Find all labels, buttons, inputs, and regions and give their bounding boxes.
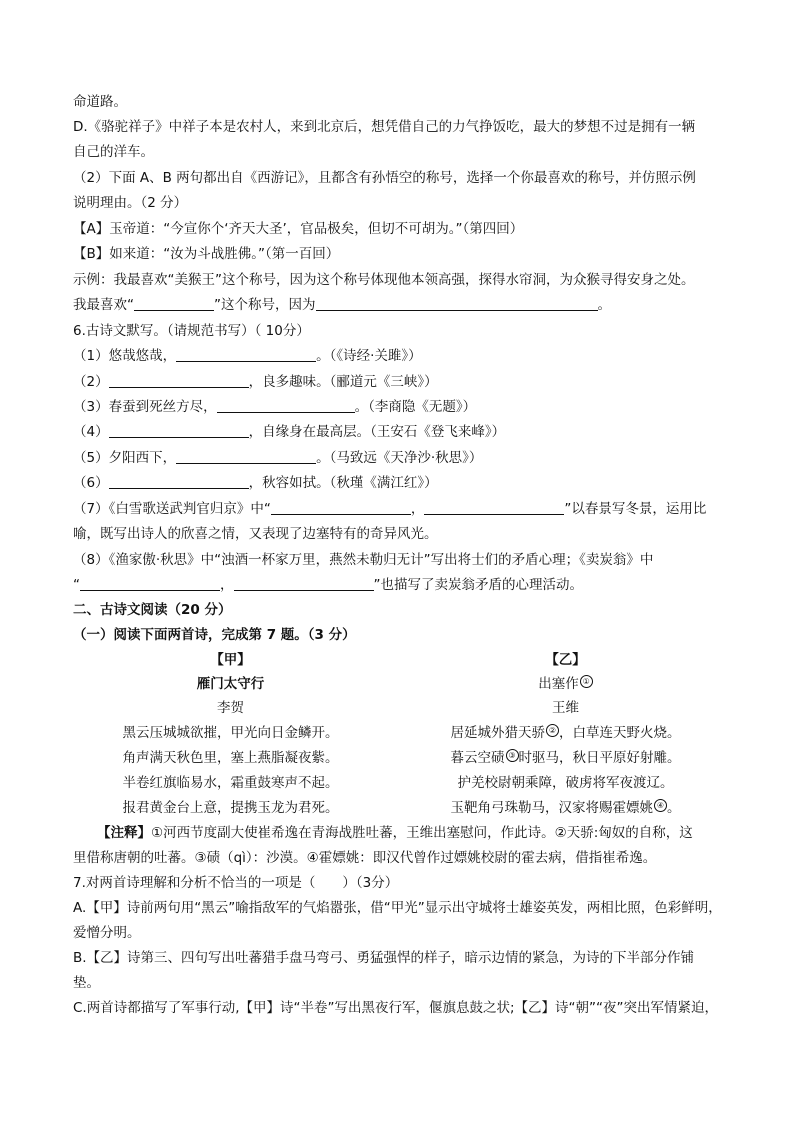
poem-line: 角声满天秋色里，塞上燕脂凝夜紫。 bbox=[122, 750, 339, 766]
text-segment: ”以春景写冬景，运用比 bbox=[564, 501, 707, 517]
question-6-title: 6.古诗文默写。（请规范书写）（ 10分） bbox=[73, 323, 310, 339]
blank-field[interactable] bbox=[176, 347, 316, 362]
text-segment: 。（马致远《天净沙·秋思》） bbox=[316, 450, 483, 466]
text-segment: 。（《诗经·关雎》） bbox=[316, 348, 422, 364]
blank-field[interactable] bbox=[109, 373, 249, 388]
quote-b: 【B】如来道：“汝为斗战胜佛。”（第一百回） bbox=[73, 246, 340, 262]
blank-field[interactable] bbox=[109, 474, 249, 489]
poem-line: 黑云压城城欲摧，甲光向日金鳞开。 bbox=[122, 725, 339, 741]
poem-line bbox=[408, 798, 723, 818]
dictation-item: （8）《渔家傲·秋思》中“浊酒一杯家万里，燕然未勒归无计”写出将士们的矛盾心理；《卖炭翁》中 bbox=[73, 552, 654, 568]
text-segment: 。 bbox=[667, 800, 681, 816]
blank-field[interactable] bbox=[217, 398, 355, 413]
blank-field[interactable] bbox=[424, 500, 564, 515]
blank-field[interactable] bbox=[316, 296, 598, 311]
notes-label: 【注释】 bbox=[97, 825, 151, 841]
text-segment: （6） bbox=[73, 475, 109, 491]
notes-line: 里借称唐朝的吐蕃。③碛（qì）：沙漠。④霍嫖姚：即汉代曾作过嫖姚校尉的霍去病，借指崔希逸。 bbox=[73, 850, 657, 866]
text-segment: 玉靶角弓珠勒马，汉家将赐霍嫖姚 bbox=[450, 800, 653, 816]
blank-field[interactable] bbox=[80, 576, 220, 591]
answer-line bbox=[73, 295, 611, 315]
poem-b-author: 王维 bbox=[552, 700, 579, 716]
poem-b-tag: 【乙】 bbox=[545, 652, 586, 668]
poem-line: 半卷红旗临易水，霜重鼓寒声不起。 bbox=[122, 775, 339, 791]
text-segment: （1）悠哉悠哉， bbox=[73, 348, 177, 364]
poem-a-title: 雁门太守行 bbox=[196, 676, 265, 692]
footnote-marker: ① bbox=[580, 675, 593, 688]
blank-field[interactable] bbox=[134, 296, 214, 311]
text-segment: ，自缘身在最高层。（王安石《登飞来峰》） bbox=[248, 424, 506, 440]
poem-b-title-text: 出塞作 bbox=[538, 676, 579, 692]
text-segment: （5）夕阳西下， bbox=[73, 450, 177, 466]
dictation-item bbox=[73, 499, 706, 519]
poem-line: 报君黄金台上意，提携玉龙为君死。 bbox=[122, 800, 339, 816]
question-5-2: （2）下面 A、B 两句都出自《西游记》，且都含有孙悟空的称号，选择一个你最喜欢的称号，并仿照示例 bbox=[73, 170, 696, 186]
text-segment: ，良多趣味。（郦道元《三峡》） bbox=[248, 374, 438, 390]
text-segment: （2） bbox=[73, 374, 109, 390]
text-segment: ，白草连天野火烧。 bbox=[559, 725, 681, 741]
dictation-item bbox=[73, 575, 583, 595]
text-segment: 。 bbox=[597, 297, 611, 313]
text-segment: 我最喜欢“ bbox=[73, 297, 134, 313]
poem-line bbox=[408, 723, 723, 743]
text-line: D.《骆驼祥子》中祥子本是农村人，来到北京后，想凭借自己的力气挣饭吃，最大的梦想不过是拥有一辆 bbox=[73, 119, 696, 135]
text-segment: ， bbox=[220, 577, 234, 593]
text-line: 爱憎分明。 bbox=[73, 925, 141, 941]
question-7-stem: 7.对两首诗理解和分析不恰当的一项是（ ）（3分） bbox=[73, 875, 399, 891]
poem-line: 护羌校尉朝乘障，破虏将军夜渡辽。 bbox=[457, 775, 674, 791]
text-segment: （7）《白雪歌送武判官归京》中“ bbox=[73, 501, 271, 517]
poem-line bbox=[408, 748, 723, 768]
dictation-item bbox=[73, 422, 505, 442]
text-segment: 居延城外猎天骄 bbox=[450, 725, 545, 741]
footnote-marker: ② bbox=[546, 724, 559, 737]
blank-field[interactable] bbox=[271, 500, 411, 515]
option-a: A.【甲】诗前两句用“黑云”喻指敌军的气焰嚣张，借“甲光”显示出守城将士雄姿英发，两相比照，色彩鲜明， bbox=[73, 900, 722, 916]
quote-a: 【A】玉帝道：“今宣你个‘齐天大圣’，官品极矣，但切不可胡为。”（第四回） bbox=[73, 221, 524, 237]
blank-field[interactable] bbox=[176, 449, 316, 464]
text-segment: ， bbox=[410, 501, 425, 517]
dictation-item bbox=[73, 372, 438, 392]
text-segment: 时驱马，秋日平原好射雕。 bbox=[518, 750, 681, 766]
dictation-item bbox=[73, 397, 476, 417]
section-heading: 二、古诗文阅读（20 分） bbox=[73, 602, 232, 618]
example-line: 示例：我最喜欢“美猴王”这个称号，因为这个称号体现他本领高强，探得水帘洞，为众猴寻得安身之处。 bbox=[73, 272, 695, 288]
dictation-item bbox=[73, 448, 482, 468]
dictation-item bbox=[73, 346, 422, 366]
blank-field[interactable] bbox=[234, 576, 374, 591]
subsection-heading: （一）阅读下面两首诗，完成第 7 题。（3 分） bbox=[73, 627, 356, 643]
option-c: C.两首诗都描写了军事行动,【甲】诗“半卷”写出黑夜行军，偃旗息鼓之状;【乙】诗“朝”“夜”突出军情紧迫， bbox=[73, 1000, 719, 1016]
text-segment: 暮云空碛 bbox=[450, 750, 505, 766]
text-line: 命道路。 bbox=[73, 94, 127, 110]
text-line: 说明理由。（2 分） bbox=[73, 195, 188, 211]
text-segment: “ bbox=[73, 577, 80, 593]
notes-line bbox=[97, 823, 693, 843]
text-line: 自己的洋车。 bbox=[73, 144, 154, 160]
text-segment: ，秋容如拭。（秋瑾《满江红》） bbox=[248, 475, 438, 491]
text-segment: ①河西节度副大使崔希逸在青海战胜吐蕃，王维出塞慰问，作此诗。②天骄:匈奴的自称，这 bbox=[151, 825, 693, 841]
text-segment: 。（李商隐《无题》） bbox=[354, 399, 477, 415]
dictation-item bbox=[73, 473, 438, 493]
text-segment: ”这个称号，因为 bbox=[214, 297, 316, 313]
text-line: 垫。 bbox=[73, 975, 100, 991]
text-segment: （3）春蚕到死丝方尽， bbox=[73, 399, 217, 415]
text-segment: （4） bbox=[73, 424, 109, 440]
option-b: B.【乙】诗第三、四句写出吐蕃猎手盘马弯弓、勇猛强悍的样子，暗示边情的紧急，为诗的下半部分作铺 bbox=[73, 950, 695, 966]
poem-a-author: 李贺 bbox=[217, 700, 244, 716]
text-line: 喻，既写出诗人的欣喜之情，又表现了边塞特有的奇异风光。 bbox=[73, 526, 438, 542]
footnote-marker: ③ bbox=[506, 749, 519, 762]
poem-b-title bbox=[408, 674, 723, 694]
footnote-marker: ④ bbox=[654, 799, 667, 812]
poem-a-tag: 【甲】 bbox=[210, 652, 251, 668]
text-segment: ”也描写了卖炭翁矛盾的心理活动。 bbox=[373, 577, 583, 593]
blank-field[interactable] bbox=[109, 423, 249, 438]
